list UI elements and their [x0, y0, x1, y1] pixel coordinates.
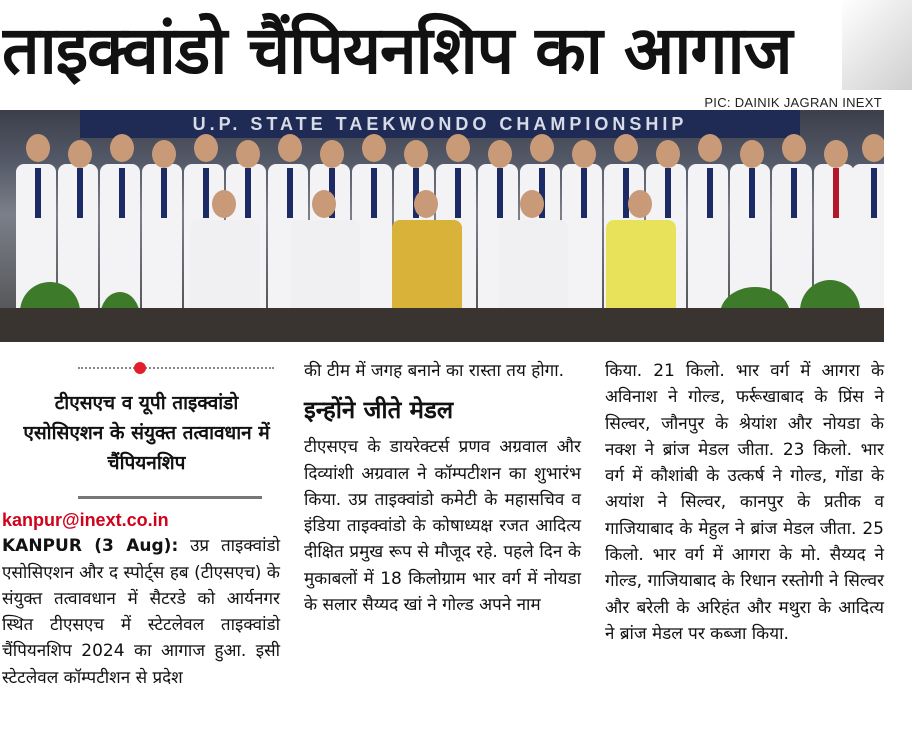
photo-person-tie: [871, 168, 877, 218]
photo-person-head: [698, 134, 722, 162]
column-2-intro: की टीम में जगह बनाने का रास्ता तय होगा.: [304, 361, 565, 381]
photo-person-head: [278, 134, 302, 162]
photo-person-head: [26, 134, 50, 162]
photo-person-head: [782, 134, 806, 162]
column-3: [605, 358, 884, 647]
column-2: [304, 358, 581, 618]
photo-person-head: [68, 140, 92, 168]
right-margin: [886, 100, 912, 749]
subheadline: टीएसएच व यूपी ताइक्वांडो एसोसिएशन के संयुक्त तत्वावधान में चैंपियनशिप: [23, 392, 270, 474]
photo-person-tie: [287, 168, 293, 218]
column-1-text: उप्र ताइक्वांडो एसोसिएशन और द स्पोर्ट्स हब (टीएसएच) के संयुक्त तत्वावधान में सैटरडे को आर्यनगर स्थित टीएसएच में स्टेटलेवल ताइक्वांडो चैंपियनशिप 2024 का आगाज हुआ. इसी स्टेटलेवल कॉम्पटीशन से प्रदेश: [2, 536, 281, 688]
photo-person-tie: [623, 168, 629, 218]
divider-line: [78, 367, 274, 369]
photo-person-tie: [119, 168, 125, 218]
photo-person-head: [530, 134, 554, 162]
photo-person-head: [740, 140, 764, 168]
photo-person-tie: [791, 168, 797, 218]
photo-person-head: [628, 190, 652, 218]
headline: ताइक्वांडो चैंपियनशिप का आगाज: [2, 12, 792, 89]
photo-person-tie: [749, 168, 755, 218]
photo-person-body: [852, 164, 884, 314]
photo-person-tie: [833, 168, 839, 218]
subheadline-rule: [78, 496, 262, 499]
photo-banner: U.P. STATE TAEKWONDO CHAMPIONSHIP: [80, 110, 800, 138]
photo-person-head: [824, 140, 848, 168]
column-1: [2, 507, 280, 691]
photo-person-head: [520, 190, 544, 218]
photo-person-head: [488, 140, 512, 168]
photo-person-head: [862, 134, 884, 162]
photo-person-head: [362, 134, 386, 162]
photo-person-tie: [581, 168, 587, 218]
photo-person-head: [152, 140, 176, 168]
photo-person-head: [320, 140, 344, 168]
photo-person-tie: [665, 168, 671, 218]
group-photo: [0, 110, 884, 342]
photo-person-head: [110, 134, 134, 162]
section-heading-medals: इन्होंने जीते मेडल: [304, 396, 454, 425]
photo-person-head: [194, 134, 218, 162]
photo-person-tie: [455, 168, 461, 218]
photo-person-tie: [161, 168, 167, 218]
photo-person-tie: [203, 168, 209, 218]
photo-stage-floor: [0, 308, 884, 342]
photo-person-head: [572, 140, 596, 168]
photo-person-tie: [497, 168, 503, 218]
photo-person-head: [312, 190, 336, 218]
photo-person-tie: [371, 168, 377, 218]
column-2-text: टीएसएच के डायरेक्टर्स प्रणव अग्रवाल और दिव्यांशी अग्रवाल ने कॉम्पटीशन का शुभारंभ किया. उप्र ताइक्वांडो कमेटी के महासचिव व इंडिया ताइक्वांडो के कोषाध्यक्ष रजत आदित्य दीक्षित प्रमुख रूप से मौजूद रहे. पहले दिन के मुकाबलों में 18 किलोग्राम भार वर्ग में नोयडा के सलार सैय्यद खां ने गोल्ड अपने नाम: [304, 437, 581, 616]
photo-person-head: [414, 190, 438, 218]
photo-person-head: [656, 140, 680, 168]
photo-person-tie: [707, 168, 713, 218]
photo-person-head: [614, 134, 638, 162]
photo-person-tie: [245, 168, 251, 218]
photo-person-head: [404, 140, 428, 168]
photo-person-tie: [77, 168, 83, 218]
divider-dot: [78, 362, 274, 374]
reporter-email[interactable]: kanpur@inext.co.in: [2, 510, 169, 530]
photo-person-head: [212, 190, 236, 218]
column-3-text: किया. 21 किलो. भार वर्ग में आगरा के अविनाश ने गोल्ड, फर्रूखाबाद के प्रिंस ने सिल्वर, जौनपुर के श्रेयांश और नोयडा के नक्श ने ब्रांज मेडल जीता. 23 किलो. भार वर्ग में कौशांबी के उत्कर्ष ने गोल्ड, गोंडा के अयांश ने सिल्वर, कानपुर के प्रतीक व गाजियाबाद के मेहुल ने ब्रांज मेडल जीता. 25 किलो. भार वर्ग में आगरा के मो. सैय्यद ने गोल्ड, गाजियाबाद के रिधान रस्तोगी ने सिल्वर और बरेली के अरिहंत और मथुरा के आदित्य ने ब्रांज मेडल पर कब्जा किया.: [605, 361, 884, 644]
photo-person-tie: [35, 168, 41, 218]
photo-credit: PIC: DAINIK JAGRAN INEXT: [704, 95, 882, 110]
photo-person-head: [236, 140, 260, 168]
divider-red-dot: [134, 362, 146, 374]
dateline: KANPUR (3 Aug):: [2, 536, 179, 557]
photo-person-head: [446, 134, 470, 162]
